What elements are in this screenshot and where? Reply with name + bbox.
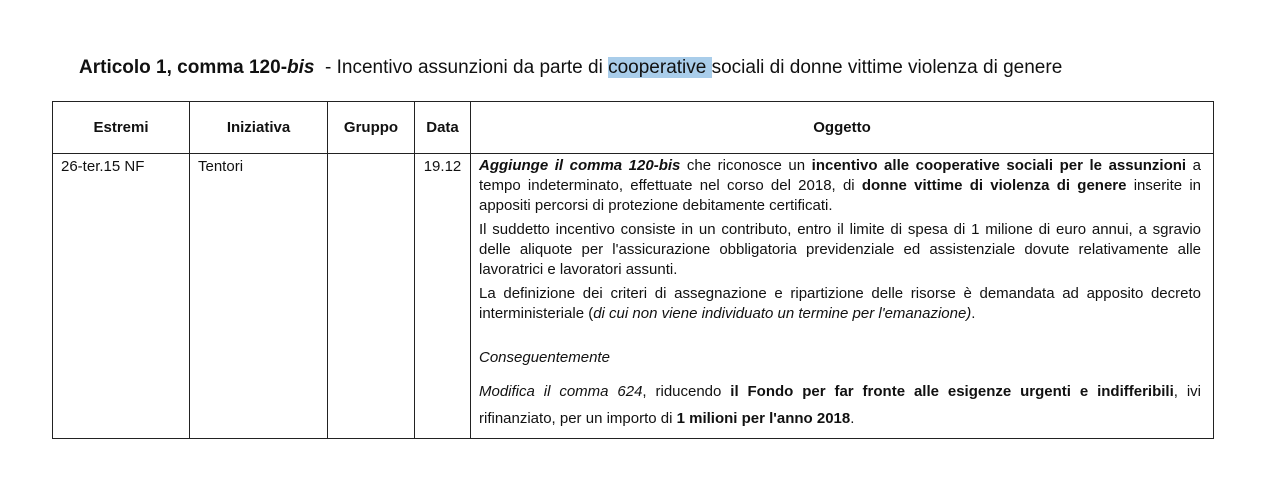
oggetto-paragraph-1: Aggiunge il comma 120-bis che riconosce un incentivo alle cooperative sociali per le assunzioni a tempo indeterminato, effettuate nel corso del 2018, di donne vittime di violenza di genere inserite in appositi percorsi di protezione debitamente certificati. (479, 157, 1201, 214)
header-gruppo: Gruppo (328, 102, 415, 154)
header-oggetto: Oggetto (471, 102, 1214, 154)
header-data: Data (415, 102, 471, 154)
oggetto-paragraph-4: Conseguentemente (479, 349, 610, 366)
oggetto-paragraph-3: La definizione dei criteri di assegnazione e ripartizione delle risorse è demandata ad apposito decreto interministeriale (di cui non viene individuato un termine per l'emanazione). (479, 285, 1201, 322)
table-row (53, 154, 1214, 439)
section-heading (79, 55, 1062, 81)
cell-estremi: 26-ter.15 NF (53, 154, 190, 439)
cell-gruppo (328, 154, 415, 439)
oggetto-paragraph-5: Modifica il comma 624, riducendo il Fondo per far fronte alle esigenze urgenti e indifferibili, ivi rifinanziato, per un importo di 1 milioni per l'anno 2018. (479, 383, 1201, 427)
cell-data: 19.12 (415, 154, 471, 439)
heading-article: Articolo 1, comma 120-bis (79, 57, 315, 78)
oggetto-paragraph-2: Il suddetto incentivo consiste in un contributo, entro il limite di spesa di 1 milione di euro annui, a sgravio delle aliquote per l'assicurazione obbligatoria previdenziale ed assistenziale dovute relativamente alle lavoratrici e lavoratori assunti. (479, 221, 1201, 278)
header-iniziativa: Iniziativa (190, 102, 328, 154)
heading-highlight[interactable]: cooperative (608, 57, 712, 78)
paragraph-spacer (479, 328, 1201, 346)
cell-oggetto (471, 154, 1214, 439)
heading-separator: - Incentivo assunzioni da parte di (314, 57, 609, 78)
amendment-table (52, 101, 1214, 439)
heading-rest: sociali di donne vittime violenza di genere (711, 57, 1063, 78)
table-header-row (53, 102, 1214, 154)
header-estremi: Estremi (53, 102, 190, 154)
cell-iniziativa: Tentori (190, 154, 328, 439)
